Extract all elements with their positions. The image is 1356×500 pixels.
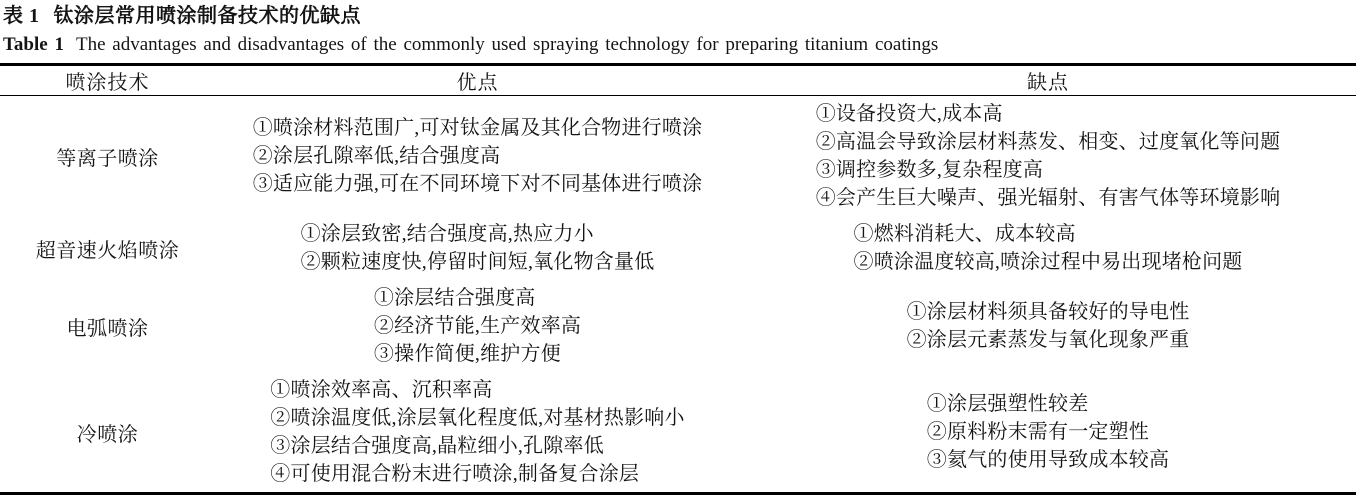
advantage-item: ①喷涂效率高、沉积率高 [270, 379, 493, 401]
table-caption [0, 0, 1356, 58]
disadvantages-list [927, 390, 1169, 474]
disadvantages-cell [740, 96, 1356, 217]
table-number-en: Table 1 [3, 34, 64, 55]
disadvantage-item: ②高温会导致涂层材料蒸发、相变、过度氧化等问题 [815, 131, 1281, 153]
advantages-list [270, 376, 684, 488]
advantage-item: ②颗粒速度快,停留时间短,氧化物含量低 [300, 251, 655, 273]
advantage-item: ④可使用混合粉末进行喷涂,制备复合涂层 [270, 463, 640, 485]
advantage-item: ①喷涂材料范围广,可对钛金属及其化合物进行喷涂 [252, 117, 703, 139]
advantage-item: ②喷涂温度低,涂层氧化程度低,对基材热影响小 [270, 407, 685, 429]
advantage-item: ③涂层结合强度高,晶粒细小,孔隙率低 [270, 435, 604, 457]
advantage-item: ③操作简便,维护方便 [373, 343, 561, 365]
disadvantage-item: ③调控参数多,复杂程度高 [815, 159, 1044, 181]
disadvantage-item: ②喷涂温度较高,喷涂过程中易出现堵枪问题 [853, 251, 1243, 273]
advantage-item: ①涂层致密,结合强度高,热应力小 [300, 223, 594, 245]
disadvantage-item: ①涂层材料须具备较好的导电性 [906, 301, 1190, 323]
spraying-technology-table [0, 63, 1356, 495]
technology-cell: 电弧喷涂 [66, 317, 149, 340]
table-title-zh-text: 钛涂层常用喷涂制备技术的优缺点 [53, 5, 361, 27]
disadvantage-item: ①燃料消耗大、成本较高 [853, 223, 1076, 245]
advantages-cell [215, 96, 740, 217]
disadvantage-item: ②原料粉末需有一定塑性 [926, 421, 1149, 443]
advantage-item: ③适应能力强,可在不同环境下对不同基体进行喷涂 [252, 173, 703, 195]
advantages-list [253, 114, 703, 198]
disadvantages-list [816, 100, 1281, 212]
disadvantages-cell [740, 372, 1356, 494]
col-header-technology: 喷涂技术 [0, 65, 215, 96]
advantages-cell [215, 372, 740, 494]
table-row-plasma-spraying [0, 96, 1356, 217]
disadvantage-item: ③氦气的使用导致成本较高 [926, 449, 1170, 471]
advantages-list [374, 284, 581, 368]
disadvantage-item: ④会产生巨大噪声、强光辐射、有害气体等环境影响 [815, 187, 1281, 209]
technology-cell: 超音速火焰喷涂 [35, 239, 180, 262]
table-title-zh [3, 3, 1354, 30]
table-title-en-text: The advantages and disadvantages of the commonly used spraying technology for preparing titanium coatings [75, 34, 939, 55]
header-row [0, 65, 1356, 96]
advantages-list [301, 220, 655, 276]
disadvantage-item: ②涂层元素蒸发与氧化现象严重 [906, 329, 1190, 351]
advantage-item: ①涂层结合强度高 [373, 287, 536, 309]
table-title-en [3, 31, 1354, 58]
disadvantages-cell [740, 280, 1356, 372]
technology-cell: 等离子喷涂 [56, 147, 159, 170]
disadvantage-item: ①涂层强塑性较差 [926, 393, 1089, 415]
advantages-cell [215, 216, 740, 280]
table-body [0, 96, 1356, 494]
advantages-cell [215, 280, 740, 372]
table-row-hvof-spraying [0, 216, 1356, 280]
table-row-arc-spraying [0, 280, 1356, 372]
disadvantages-cell [740, 216, 1356, 280]
table-number-zh: 表 1 [3, 5, 40, 27]
disadvantages-list [907, 298, 1190, 354]
disadvantage-item: ①设备投资大,成本高 [815, 103, 1003, 125]
table-head [0, 65, 1356, 96]
col-header-disadvantages: 缺点 [740, 65, 1356, 96]
col-header-advantages: 优点 [215, 65, 740, 96]
table-row-cold-spraying [0, 372, 1356, 494]
technology-cell: 冷喷涂 [76, 423, 139, 446]
advantage-item: ②经济节能,生产效率高 [373, 315, 582, 337]
disadvantages-list [854, 220, 1243, 276]
advantage-item: ②涂层孔隙率低,结合强度高 [252, 145, 501, 167]
